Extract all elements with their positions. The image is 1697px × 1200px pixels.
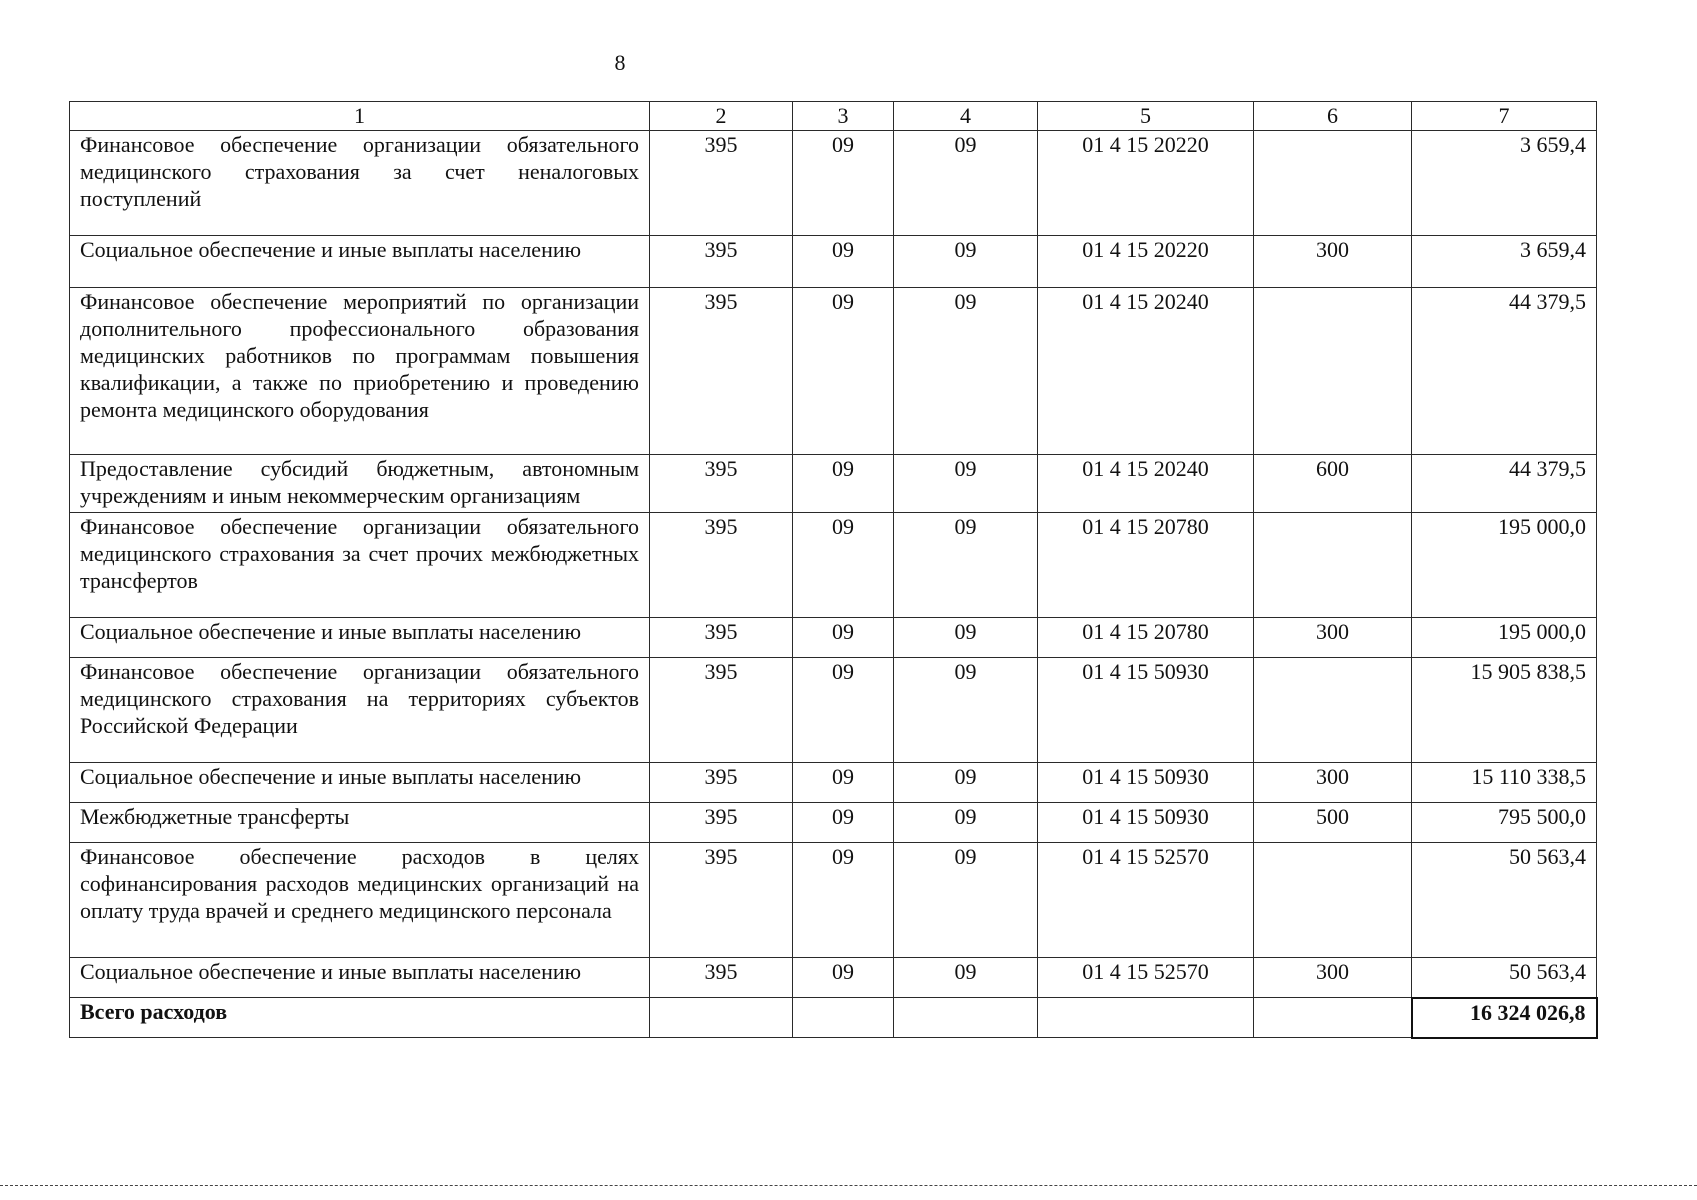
row-name: Социальное обеспечение и иные выплаты населению — [70, 618, 650, 658]
row-name: Предоставление субсидий бюджетным, автономным учреждениям и иным некоммерческим организациям — [70, 455, 650, 513]
table-row — [70, 513, 1597, 618]
expense-type-code: 500 — [1254, 803, 1412, 843]
empty-cell — [1254, 998, 1412, 1038]
expense-type-code — [1254, 658, 1412, 763]
section-code: 09 — [793, 513, 894, 618]
row-name: Социальное обеспечение и иные выплаты населению — [70, 236, 650, 288]
subsection-code: 09 — [894, 513, 1038, 618]
total-amount: 16 324 026,8 — [1412, 998, 1597, 1038]
amount: 50 563,4 — [1412, 958, 1597, 998]
amount: 15 110 338,5 — [1412, 763, 1597, 803]
section-code: 09 — [793, 618, 894, 658]
expense-type-code — [1254, 288, 1412, 455]
page-divider — [0, 1185, 1697, 1186]
amount: 15 905 838,5 — [1412, 658, 1597, 763]
column-header-1: 1 — [70, 102, 650, 131]
section-code: 09 — [793, 763, 894, 803]
table-row — [70, 658, 1597, 763]
expenditure-table — [69, 101, 1598, 1039]
table-row — [70, 288, 1597, 455]
amount: 195 000,0 — [1412, 618, 1597, 658]
row-name: Финансовое обеспечение организации обязательного медицинского страхования на территориях субъектов Российской Федерации — [70, 658, 650, 763]
subsection-code: 09 — [894, 958, 1038, 998]
amount: 44 379,5 — [1412, 288, 1597, 455]
subsection-code: 09 — [894, 288, 1038, 455]
target-article-code: 01 4 15 20780 — [1038, 513, 1254, 618]
section-code: 09 — [793, 958, 894, 998]
table-row — [70, 236, 1597, 288]
amount: 44 379,5 — [1412, 455, 1597, 513]
column-header-7: 7 — [1412, 102, 1597, 131]
ministry-code: 395 — [650, 843, 793, 958]
subsection-code: 09 — [894, 803, 1038, 843]
ministry-code: 395 — [650, 455, 793, 513]
row-name: Социальное обеспечение и иные выплаты населению — [70, 763, 650, 803]
subsection-code: 09 — [894, 455, 1038, 513]
subsection-code: 09 — [894, 658, 1038, 763]
expense-type-code: 600 — [1254, 455, 1412, 513]
total-row — [70, 998, 1597, 1038]
expense-type-code: 300 — [1254, 618, 1412, 658]
table-row — [70, 131, 1597, 236]
column-number-row — [70, 102, 1597, 131]
column-header-6: 6 — [1254, 102, 1412, 131]
target-article-code: 01 4 15 20240 — [1038, 288, 1254, 455]
row-name: Финансовое обеспечение расходов в целях софинансирования расходов медицинских организаций на оплату труда врачей и среднего медицинского персонала — [70, 843, 650, 958]
section-code: 09 — [793, 658, 894, 763]
ministry-code: 395 — [650, 658, 793, 763]
amount: 3 659,4 — [1412, 236, 1597, 288]
section-code: 09 — [793, 288, 894, 455]
subsection-code: 09 — [894, 131, 1038, 236]
subsection-code: 09 — [894, 763, 1038, 803]
target-article-code: 01 4 15 20780 — [1038, 618, 1254, 658]
table-row — [70, 618, 1597, 658]
target-article-code: 01 4 15 20220 — [1038, 131, 1254, 236]
row-name: Финансовое обеспечение мероприятий по организации дополнительного профессионального образования медицинских работников по программам повышения квалификации, а также по приобретению и проведению ремонта медицинского оборудования — [70, 288, 650, 455]
ministry-code: 395 — [650, 958, 793, 998]
table-row — [70, 455, 1597, 513]
amount: 50 563,4 — [1412, 843, 1597, 958]
table-row — [70, 763, 1597, 803]
target-article-code: 01 4 15 20240 — [1038, 455, 1254, 513]
table-row — [70, 803, 1597, 843]
amount: 3 659,4 — [1412, 131, 1597, 236]
empty-cell — [1038, 998, 1254, 1038]
section-code: 09 — [793, 455, 894, 513]
ministry-code: 395 — [650, 236, 793, 288]
expense-type-code — [1254, 843, 1412, 958]
row-name: Финансовое обеспечение организации обязательного медицинского страхования за счет неналоговых поступлений — [70, 131, 650, 236]
subsection-code: 09 — [894, 843, 1038, 958]
target-article-code: 01 4 15 50930 — [1038, 658, 1254, 763]
row-name: Межбюджетные трансферты — [70, 803, 650, 843]
target-article-code: 01 4 15 52570 — [1038, 958, 1254, 998]
row-name: Социальное обеспечение и иные выплаты населению — [70, 958, 650, 998]
section-code: 09 — [793, 131, 894, 236]
expense-type-code — [1254, 131, 1412, 236]
table-row — [70, 843, 1597, 958]
target-article-code: 01 4 15 50930 — [1038, 803, 1254, 843]
subsection-code: 09 — [894, 618, 1038, 658]
column-header-5: 5 — [1038, 102, 1254, 131]
column-header-2: 2 — [650, 102, 793, 131]
section-code: 09 — [793, 236, 894, 288]
table-row — [70, 958, 1597, 998]
target-article-code: 01 4 15 50930 — [1038, 763, 1254, 803]
empty-cell — [793, 998, 894, 1038]
row-name: Финансовое обеспечение организации обязательного медицинского страхования за счет прочих межбюджетных трансфертов — [70, 513, 650, 618]
ministry-code: 395 — [650, 763, 793, 803]
expense-type-code: 300 — [1254, 763, 1412, 803]
column-header-4: 4 — [894, 102, 1038, 131]
expense-type-code — [1254, 513, 1412, 618]
section-code: 09 — [793, 843, 894, 958]
ministry-code: 395 — [650, 513, 793, 618]
ministry-code: 395 — [650, 618, 793, 658]
amount: 195 000,0 — [1412, 513, 1597, 618]
expense-type-code: 300 — [1254, 958, 1412, 998]
section-code: 09 — [793, 803, 894, 843]
target-article-code: 01 4 15 52570 — [1038, 843, 1254, 958]
subsection-code: 09 — [894, 236, 1038, 288]
empty-cell — [650, 998, 793, 1038]
ministry-code: 395 — [650, 288, 793, 455]
expense-type-code: 300 — [1254, 236, 1412, 288]
page-number: 8 — [614, 50, 626, 75]
target-article-code: 01 4 15 20220 — [1038, 236, 1254, 288]
ministry-code: 395 — [650, 803, 793, 843]
empty-cell — [894, 998, 1038, 1038]
column-header-3: 3 — [793, 102, 894, 131]
amount: 795 500,0 — [1412, 803, 1597, 843]
ministry-code: 395 — [650, 131, 793, 236]
total-label: Всего расходов — [70, 998, 650, 1038]
